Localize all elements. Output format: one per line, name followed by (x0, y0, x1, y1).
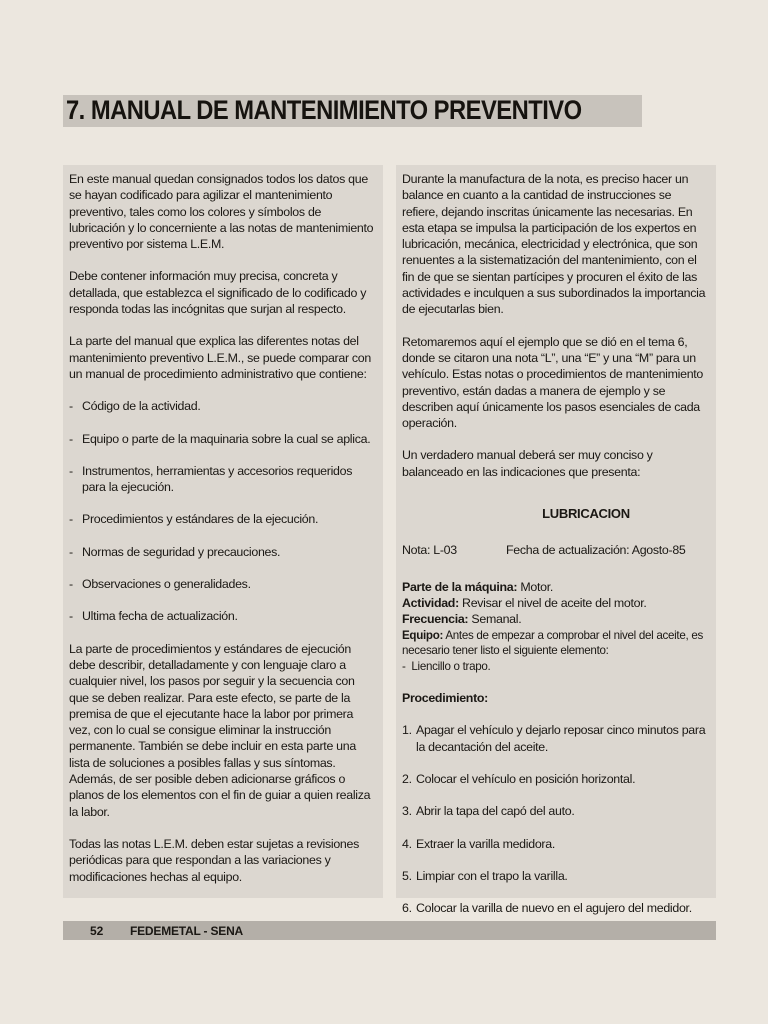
procedure-step: 6. Colocar la varilla de nuevo en el agujero del medidor. (402, 901, 692, 916)
list-item: - Código de la actividad. (69, 399, 201, 414)
publisher-name: FEDEMETAL - SENA (130, 924, 244, 938)
procedure-step: 1. Apagar el vehículo y dejarlo reposar cinco minutos para la decantación del aceite. (402, 723, 706, 754)
paragraph: Retomaremos aquí el ejemplo que se dió en el tema 6, donde se citaron una nota “L”, una “E” y una “M” para un vehículo. Estas notas o procedimientos de mantenimiento preventivo, están dadas a manera de ejemplo y se describen aquí únicamente los pasos esenciales de cada operación. (402, 334, 704, 431)
update-date: Fecha de actualización: Agosto-85 (506, 543, 686, 558)
list-item: - Observaciones o generalidades. (69, 577, 251, 592)
paragraph: Durante la manufactura de la nota, es preciso hacer un balance en cuanto a la cantidad de instrucciones se refiere, dejando inscritas únicamente las necesarias. En esta etapa se impulsa la participación de los expertos en lubricación, mecánica, electricidad y electrónica, que son renuentes a la sistematización del mantenimiento, con el fin de que se sientan partícipes y procuren el éxito de las actividades e inculquen a sus subordinados la importancia de ejecutarlas bien. (402, 172, 706, 317)
activity: Actividad: Revisar el nivel de aceite del motor. (402, 595, 647, 610)
list-item: - Instrumentos, herramientas y accesorios requeridos para la ejecución. (69, 463, 353, 495)
left-column (63, 165, 383, 898)
list-item: - Normas de seguridad y precauciones. (69, 544, 281, 559)
procedure-step: 5. Limpiar con el trapo la varilla. (402, 868, 568, 883)
note-header (402, 542, 710, 558)
equipment-item: - Liencillo o trapo. (402, 659, 491, 673)
paragraph: La parte del manual que explica las diferentes notas del mantenimiento preventivo L.E.M., se puede comparar con un manual de procedimiento administrativo que contiene: (69, 334, 371, 381)
list-item: - Ultima fecha de actualización. (69, 609, 238, 624)
page-title: 7. MANUAL DE MANTENIMIENTO PREVENTIVO (66, 95, 582, 125)
paragraph: Un verdadero manual deberá ser muy conciso y balanceado en las indicaciones que presenta: (402, 448, 653, 479)
paragraph: En este manual quedan consignados todos los datos que se hayan codificado para agilizar el mantenimiento preventivo, tales como los colores y símbolos de lubricación y lo concerniente a las notas de mantenimiento preventivo por sistema L.E.M. (69, 172, 374, 252)
page-number: 52 (90, 924, 104, 938)
list-item: - Equipo o parte de la maquinaria sobre la cual se aplica. (69, 431, 371, 446)
note-code: Nota: L-03 (402, 543, 457, 558)
right-column (396, 165, 716, 916)
paragraph: Todas las notas L.E.M. deben estar sujetas a revisiones periódicas para que respondan a las variaciones y modificaciones hechas al equipo. (69, 836, 359, 884)
list-item: - Procedimientos y estándares de la ejecución. (69, 512, 319, 527)
procedure-label: Procedimiento: (402, 691, 488, 706)
procedure-step: 2. Colocar el vehículo en posición horizontal. (402, 771, 636, 786)
section-title: LUBRICACION (542, 506, 630, 522)
procedure-step: 4. Extraer la varilla medidora. (402, 836, 555, 851)
equipment: Equipo: Antes de empezar a comprobar el nivel del aceite, es necesario tener listo el siguiente elemento: (402, 628, 703, 658)
paragraph: La parte de procedimientos y estándares de ejecución debe describir, detalladamente y con lenguaje claro a cualquier nivel, los pasos por seguir y la secuencia con que se deben realizar. Para este efecto, se parte de la premisa de que el ejecutante hace la labor por primera vez, con lo cual se consigue eliminar la instrucción permanente. También se debe incluir en esta parte una lista de soluciones a posibles fallas y sus síntomas. Además, de ser posible deben adicionarse gráficos o planos de los elementos con el fin de guiar a quien realiza la labor. (69, 641, 371, 819)
paragraph: Debe contener información muy precisa, concreta y detallada, que establezca el significado de lo codificado y responda todas las incógnitas que surjan al respecto. (69, 269, 367, 317)
procedure-step: 3. Abrir la tapa del capó del auto. (402, 804, 575, 819)
frequency: Frecuencia: Semanal. (402, 612, 522, 627)
machine-part: Parte de la máquina: Motor. (402, 579, 553, 594)
